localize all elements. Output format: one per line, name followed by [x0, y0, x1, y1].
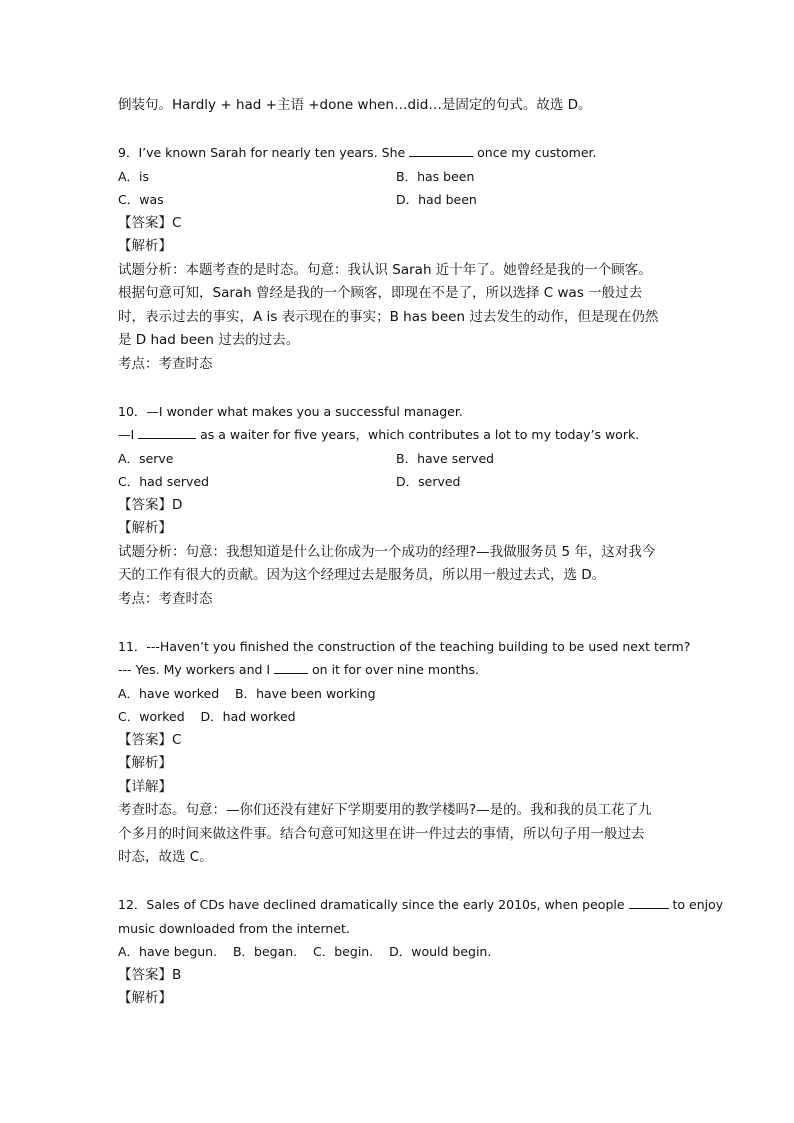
analysis-text: 天的工作有很大的贡献。因为这个经理过去是服务员，所以用一般过去式，选 D。	[118, 567, 606, 583]
intro-line: 倒装句。Hardly + had +主语 +done when…did…是固定的句式。故选 D。	[118, 97, 592, 113]
analysis-text: 个多月的时间来做这件事。结合句意可知这里在讲一件过去的事情，所以句子用一般过去	[118, 825, 645, 842]
option-b: B．has been	[396, 168, 475, 184]
answer-line: 【答案】C	[118, 731, 182, 748]
answer-line: 【答案】D	[118, 496, 183, 513]
question-stem: --- Yes. My workers and I on it for over nine months.	[118, 662, 479, 677]
answer-line: 【答案】B	[118, 966, 182, 983]
question-stem: 12．Sales of CDs have declined dramatically since the early 2010s, when people to enjoy	[118, 897, 724, 912]
analysis-text: 时，表示过去的事实，A is 表示现在的事实；B has been 过去发生的动作，但是现在仍然	[118, 308, 659, 325]
analysis-text: 试题分析：本题考查的是时态。句意：我认识 Sarah 近十年了。她曾经是我的一个顾客。	[118, 261, 652, 278]
analysis-label: 【解析】	[118, 755, 172, 771]
option-c: C．was	[118, 192, 164, 207]
answer-blank	[274, 660, 308, 674]
options-row	[118, 188, 678, 212]
options-row	[118, 447, 678, 471]
options-row: C．worked D．had worked	[118, 709, 296, 724]
option-d: D．had been	[396, 192, 477, 207]
analysis-text: 考查时态。句意：—你们还没有建好下学期要用的教学楼吗?—是的。我和我的员工花了九	[118, 802, 652, 818]
answer-blank	[629, 895, 669, 909]
answer-line: 【答案】C	[118, 214, 182, 231]
question-stem: 9．I’ve known Sarah for nearly ten years. She once my customer.	[118, 145, 597, 160]
options-row	[118, 470, 678, 494]
analysis-text: 试题分析：句意：我想知道是什么让你成为一个成功的经理?—我做服务员 5 年，这对我今	[118, 543, 656, 560]
question-stem: music downloaded from the internet.	[118, 920, 350, 936]
option-b: B．have served	[396, 450, 495, 466]
document-page	[118, 94, 724, 1011]
options-row: A．have worked B．have been working	[118, 685, 376, 701]
option-a: A．is	[118, 168, 150, 184]
question-stem: 10．—I wonder what makes you a successful manager.	[118, 403, 463, 419]
analysis-label: 【解析】	[118, 990, 172, 1006]
analysis-label: 【解析】	[118, 238, 172, 254]
question-stem: —I as a waiter for five years，which contributes a lot to my today’s work.	[118, 427, 640, 442]
question-10	[118, 400, 678, 612]
analysis-label: 【解析】	[118, 520, 172, 536]
question-9	[118, 141, 678, 376]
question-stem: 11．---Haven’t you finished the construction of the teaching building to be used next term?	[118, 638, 691, 654]
analysis-text: 时态，故选 C。	[118, 849, 213, 865]
detail-label: 【详解】	[118, 778, 172, 795]
option-a: A．serve	[118, 450, 174, 466]
question-12	[118, 893, 724, 1011]
analysis-text: 根据句意可知，Sarah 曾经是我的一个顾客，即现在不是了，所以选择 C was 一般过去	[118, 285, 643, 301]
knowledge-point: 考点：考查时态	[118, 355, 213, 372]
analysis-text: 是 D had been 过去的过去。	[118, 332, 300, 348]
options-row: A．have begun. B．began. C．begin. D．would begin.	[118, 944, 492, 959]
option-c: C．had served	[118, 474, 210, 489]
knowledge-point: 考点：考查时态	[118, 590, 213, 607]
answer-blank	[409, 143, 473, 157]
answer-blank	[138, 425, 196, 439]
option-d: D．served	[396, 474, 461, 489]
question-11	[118, 635, 691, 870]
options-row	[118, 165, 678, 189]
